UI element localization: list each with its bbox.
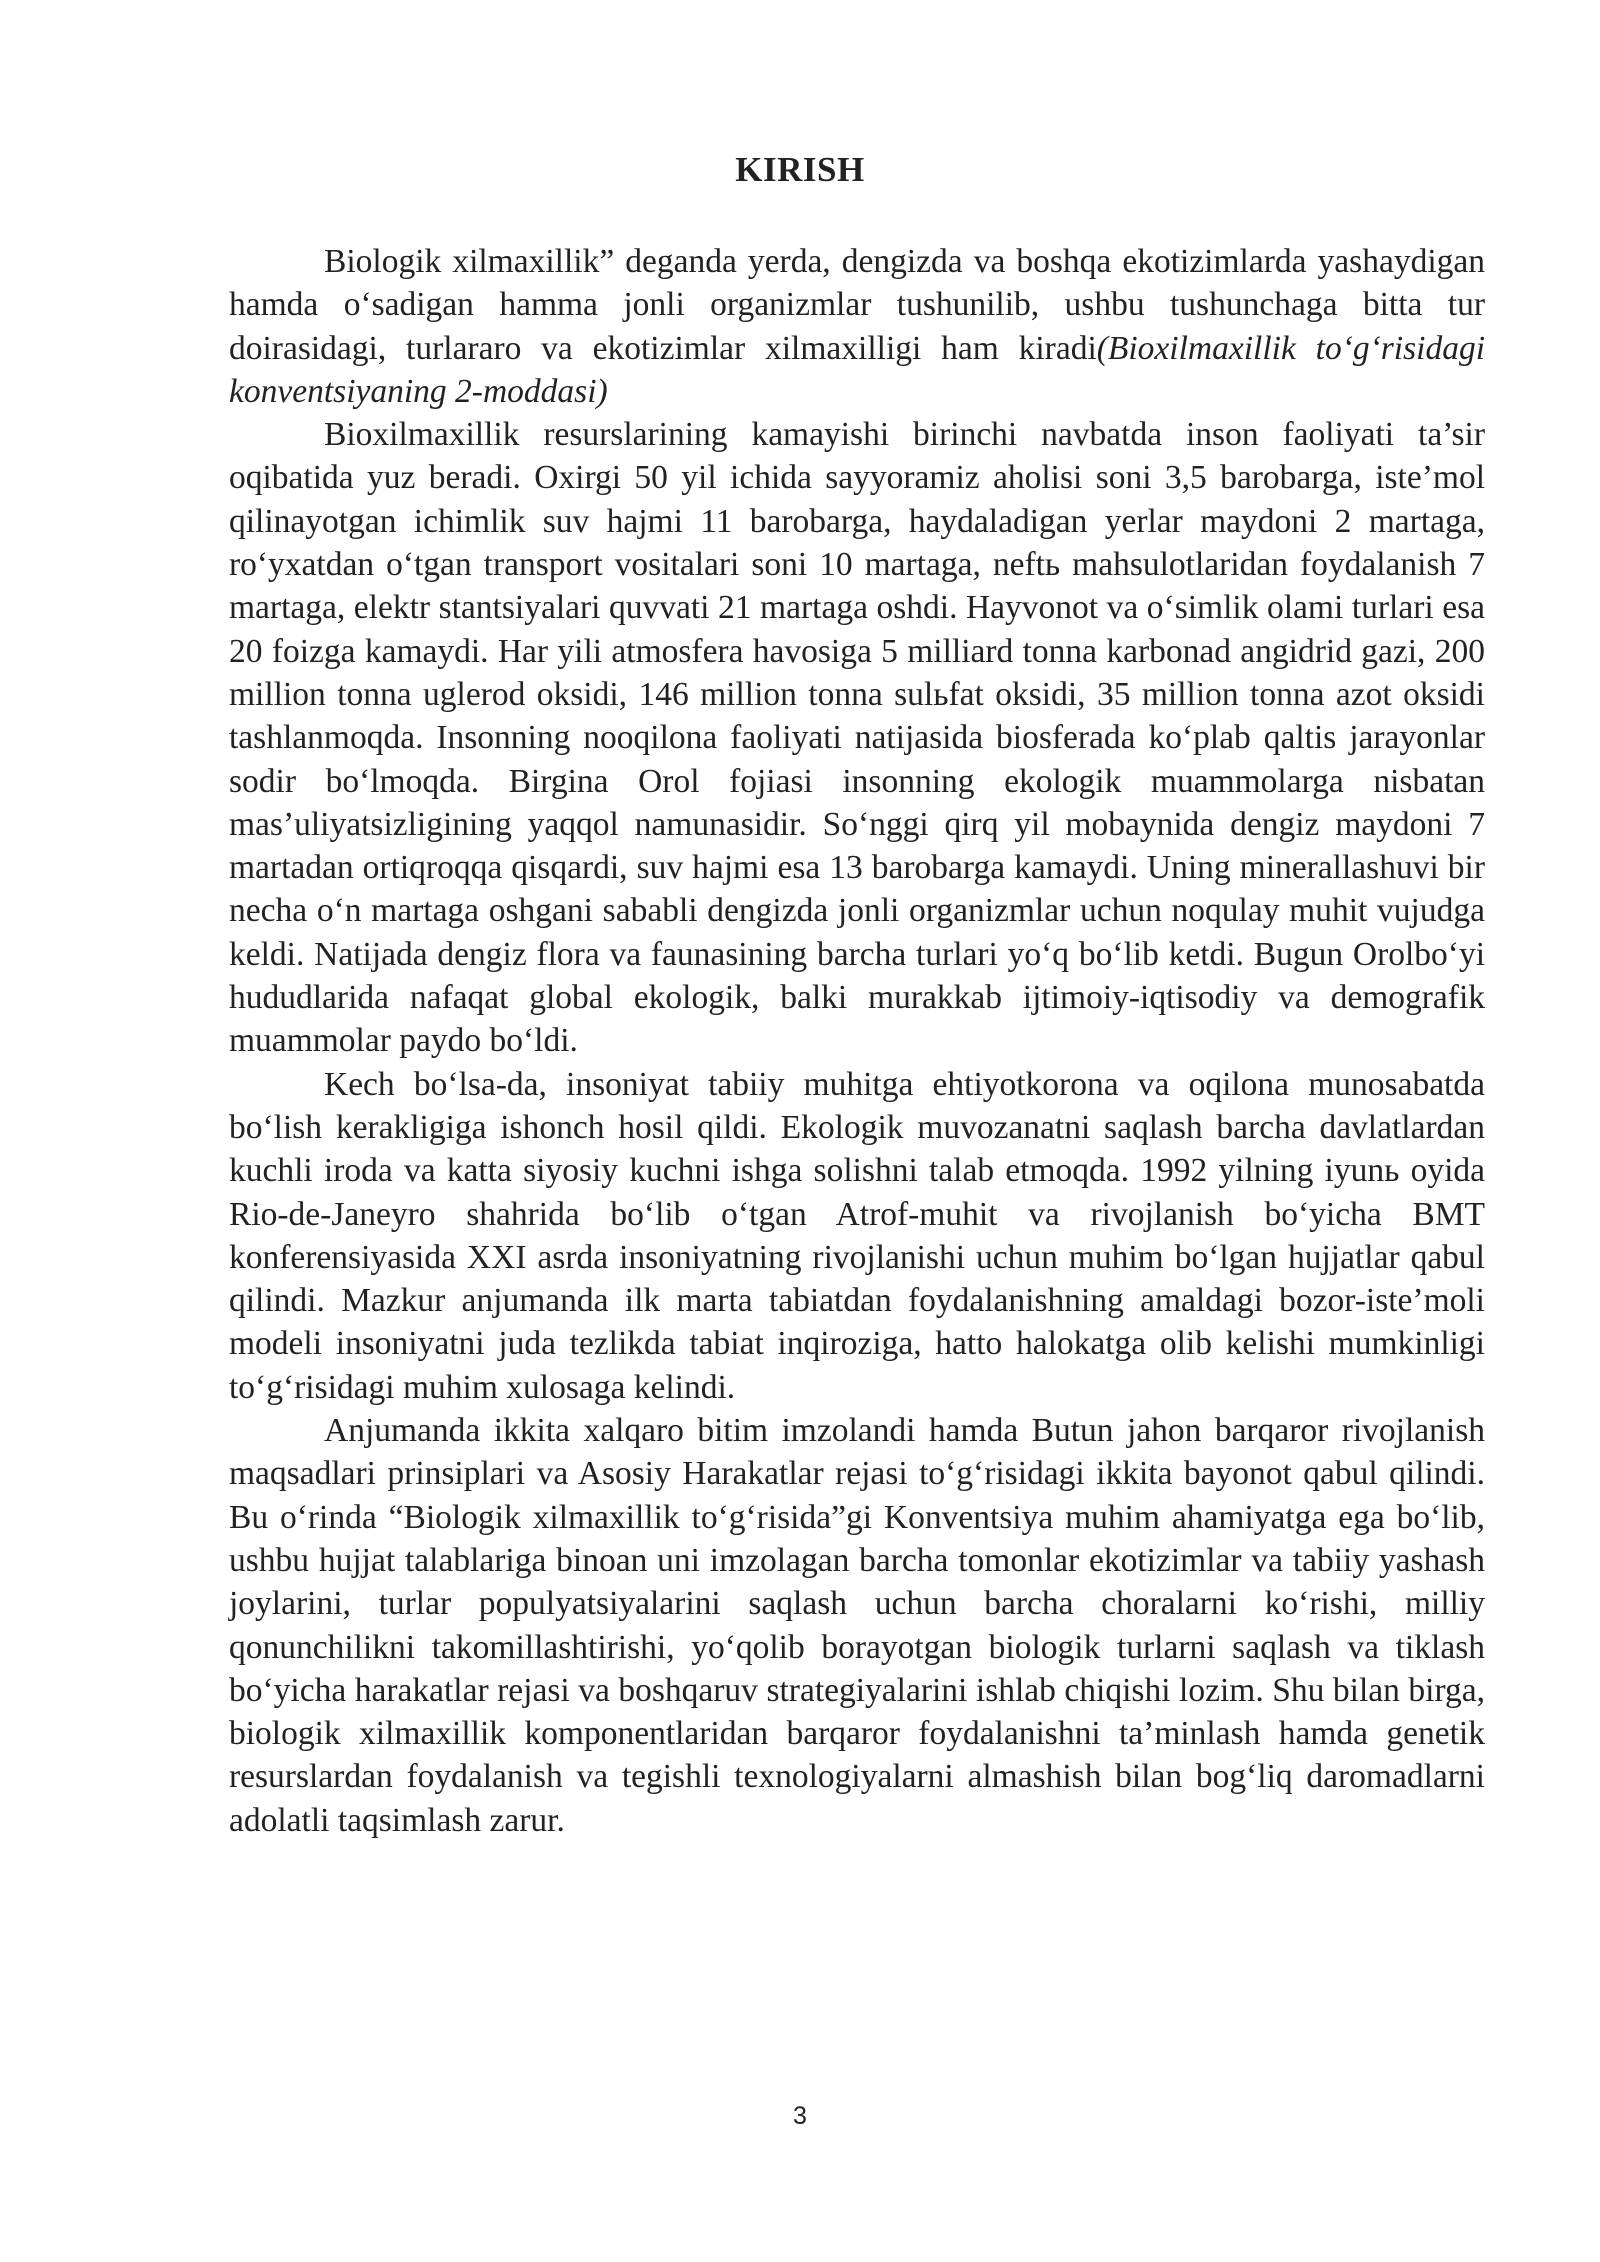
paragraph-3 [229, 1063, 1485, 1409]
paragraph-4 [229, 1409, 1485, 1842]
page-number: 3 [793, 2102, 807, 2130]
paragraph-1 [229, 240, 1485, 413]
page-title: KIRISH [735, 150, 865, 189]
paragraph-3-text: Kech bo‘lsa-da, insoniyat tabiiy muhitga ehtiyotkorona va oqilona munosabatda bo‘lish kerakligiga ishonch hosil qildi. Ekologik muvozanatni saqlash barcha davlatlardan kuchli iroda va katta siyosiy kuchni ishga solishni talab etmoqda. 1992 yilning iyunь oyida Rio-de-Janeyro shahrida bo‘lib o‘tgan Atrof-muhit va rivojlanish bo‘yicha BMT konferensiyasida XXI asrda insoniyatning rivojlanishi uchun muhim bo‘lgan hujjatlar qabul qilindi. Mazkur anjumanda ilk marta tabiatdan foydalanishning amaldagi bozor-iste’moli modeli insoniyatni juda tezlikda tabiat inqiroziga, hatto halokatga olib kelishi mumkinligi to‘g‘risidagi muhim xulosaga kelindi. [229, 1065, 1485, 1406]
paragraph-4-text: Anjumanda ikkita xalqaro bitim imzolandi hamda Butun jahon barqaror rivojlanish maqsadlari prinsiplari va Asosiy Harakatlar rejasi to‘g‘risidagi ikkita bayonot qabul qilindi. Bu o‘rinda “Biologik xilmaxillik to‘g‘risida”gi Konventsiya muhim ahamiyatga ega bo‘lib, ushbu hujjat talablariga binoan uni imzolagan barcha tomonlar ekotizimlar va tabiiy yashash joylarini, turlar populyatsiyalarini saqlash uchun barcha choralarni ko‘rishi, milliy qonunchilikni takomillashtirishi, yo‘qolib borayotgan biologik turlarni saqlash va tiklash bo‘yicha harakatlar rejasi va boshqaruv strategiyalarini ishlab chiqishi lozim. Shu bilan birga, biologik xilmaxillik komponentlaridan barqaror foydalanishni ta’minlash hamda genetik resurslardan foydalanish va tegishli texnologiyalarni almashish bilan bog‘liq daromadlarni adolatli taqsimlash zarur. [229, 1412, 1485, 1839]
paragraph-1-citation: (Bioxilmaxillik to‘g‘risidagi konventsiyaning 2-moddasi) [229, 329, 1485, 410]
paragraph-2-text: Bioxilmaxillik resurslarining kamayishi birinchi navbatda inson faoliyati ta’sir oqibatida yuz beradi. Oxirgi 50 yil ichida sayyoramiz aholisi soni 3,5 barobarga, iste’mol qilinayotgan ichimlik suv hajmi 11 barobarga, haydaladigan yerlar maydoni 2 martaga, ro‘yxatdan o‘tgan transport vositalari soni 10 martaga, neftь mahsulotlaridan foydalanish 7 martaga, elektr stantsiyalari quvvati 21 martaga oshdi. Hayvonot va o‘simlik olami turlari esa 20 foizga kamaydi. Har yili atmosfera havosiga 5 milliard tonna karbonad angidrid gazi, 200 million tonna uglerod oksidi, 146 million tonna sulьfat oksidi, 35 million tonna azot oksidi tashlanmoqda. Insonning nooqilona faoliyati natijasida biosferada ko‘plab qaltis jarayonlar sodir bo‘lmoqda. Birgina Orol fojiasi insonning ekologik muammolarga nisbatan mas’uliyatsizligining yaqqol namunasidir. So‘nggi qirq yil mobaynida dengiz maydoni 7 martadan ortiqroqqa qisqardi, suv hajmi esa 13 barobarga kamaydi. Uning minerallashuvi bir necha o‘n martaga oshgani sababli dengizda jonli organizmlar uchun noqulay muhit vujudga keldi. Natijada dengiz flora va faunasining barcha turlari yo‘q bo‘lib ketdi. Bugun Orolbo‘yi hududlarida nafaqat global ekologik, balki murakkab ijtimoiy-iqtisodiy va demografik muammolar paydo bo‘ldi. [229, 416, 1485, 1060]
paragraph-1-text: Biologik xilmaxillik” deganda yerda, dengizda va boshqa ekotizimlarda yashaydigan hamda o‘sadigan hamma jonli organizmlar tushunilib, ushbu tushunchaga bitta tur doirasidagi, turlararo va ekotizimlar xilmaxilligi ham kiradi [229, 243, 1485, 367]
document-body [229, 240, 1485, 1842]
paragraph-2 [229, 413, 1485, 1062]
